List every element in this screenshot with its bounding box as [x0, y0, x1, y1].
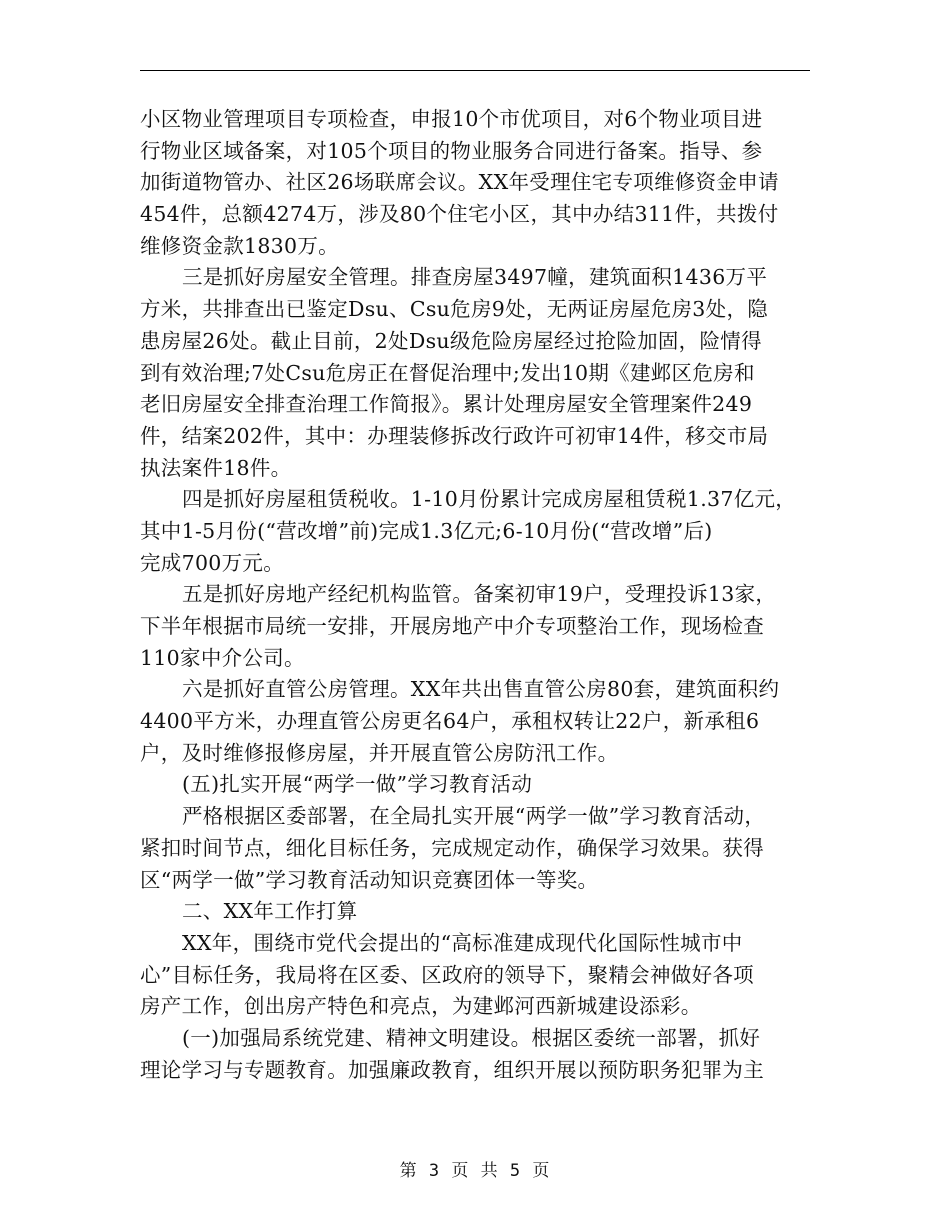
paragraph-start: (一)加强局系统党建、精神文明建设。根据区委统一部署，抓好: [182, 1025, 761, 1050]
text-line: 454件，总额4274万，涉及80个住宅小区，其中办结311件，共拨付: [140, 202, 779, 227]
body-text: [140, 104, 820, 1086]
paragraph-start: 五是抓好房地产经纪机构监管。备案初审19户，受理投诉13家，: [182, 582, 777, 607]
paragraph-start: 六是抓好直管公房管理。XX年共出售直管公房80套，建筑面积约: [182, 677, 780, 702]
text-line: 理论学习与专题教育。加强廉政教育，组织开展以预防职务犯罪为主: [140, 1057, 764, 1082]
header-rule: [140, 70, 810, 71]
section-heading: (五)扎实开展“两学一做”学习教育活动: [182, 772, 533, 797]
text-line: 到有效治理;7处Csu危房正在督促治理中;发出10期《建邺区危房和: [140, 360, 755, 385]
text-line: 下半年根据市局统一安排，开展房地产中介专项整治工作，现场检查: [140, 614, 764, 638]
section-heading: 二、XX年工作打算: [182, 899, 358, 924]
text-line: 维修资金款1830万。: [140, 233, 339, 258]
text-line: 房产工作，创出房产特色和亮点，为建邺河西新城建设添彩。: [140, 994, 702, 1019]
text-line: 完成700万元。: [140, 550, 285, 575]
text-line: 其中1-5月份(“营改增”前)完成1.3亿元;6-10月份(“营改增”后): [140, 518, 713, 543]
text-line: 区“两学一做”学习教育活动知识竞赛团体一等奖。: [140, 867, 599, 892]
text-line: 行物业区域备案，对105个项目的物业服务合同进行备案。指导、参: [140, 138, 763, 163]
text-line: 小区物业管理项目专项检查，申报10个市优项目，对6个物业项目进: [140, 107, 763, 131]
text-line: 心”目标任务，我局将在区委、区政府的领导下，聚精会神做好各项: [140, 962, 754, 987]
paragraph-start: 严格根据区委部署，在全局扎实开展“两学一做”学习教育活动，: [182, 804, 766, 829]
text-line: 老旧房屋安全排查治理工作简报》。累计处理房屋安全管理案件249: [140, 392, 753, 417]
text-line: 4400平方米，办理直管公房更名64户，承租权转让22户，新承租6: [140, 709, 760, 734]
page-number: 第 3 页 共 5 页: [399, 1161, 551, 1181]
paragraph-start: 四是抓好房屋租赁税收。1-10月份累计完成房屋租赁税1.37亿元，: [182, 487, 797, 512]
text-line: 患房屋26处。截止目前，2处Dsu级危险房屋经过抢险加固，险情得: [140, 328, 762, 353]
paragraph-start: 三是抓好房屋安全管理。排查房屋3497幢，建筑面积1436万平: [182, 265, 768, 290]
text-line: 110家中介公司。: [140, 645, 305, 670]
text-line: 件，结案202件，其中：办理装修拆改行政许可初审14件，移交市局: [140, 423, 769, 448]
text-line: 加街道物管办、社区26场联席会议。XX年受理住宅专项维修资金申请: [140, 170, 779, 195]
text-line: 紧扣时间节点，细化目标任务，完成规定动作，确保学习效果。获得: [140, 835, 764, 860]
text-line: 执法案件18件。: [140, 455, 292, 480]
text-line: 户，及时维修报修房屋，并开展直管公房防汛工作。: [140, 740, 619, 765]
paragraph-start: XX年，围绕市党代会提出的“高标准建成现代化国际性城市中: [182, 930, 743, 955]
text-line: 方米，共排查出已鉴定Dsu、Csu危房9处，无两证房屋危房3处，隐: [140, 297, 769, 322]
